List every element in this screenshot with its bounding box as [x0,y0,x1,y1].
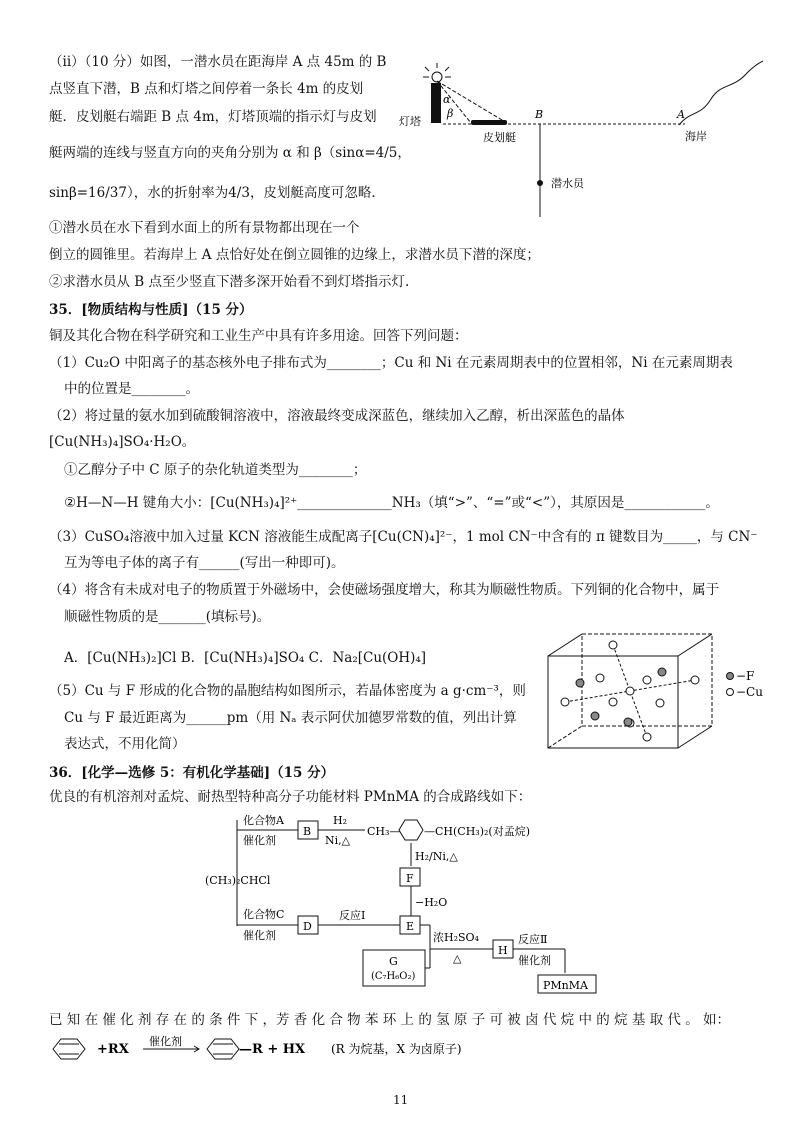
alkylation-equation [49,1036,569,1062]
coastline [679,61,763,125]
point-a-label: A [677,108,685,121]
kayak-label: 皮划艇 [483,131,516,144]
q35-s2-sub-2: ②H—N—H 键角大小：[Cu(NH₃)₄]²⁺______________NH₃（填“>”、“=”或“<”），其原因是____________。 [64,495,719,511]
p-ii-line-7: 倒立的圆锥里。若海岸上 A 点恰好处在倒立圆锥的边缘上，求潜水员下潜的深度； [49,247,540,263]
scheme-b: B [303,825,312,838]
p-ii-line-4: 艇两端的连线与竖直方向的夹角分别为 α 和 β（sinα=4/5， [49,145,411,161]
scheme-cat-3: 催化剂 [518,954,551,967]
scheme-heat: △ [453,952,462,965]
scheme-reagent-a: 化合物A [243,814,284,827]
q35-s2-line-2: [Cu(NH₃)₄]SO₄·H₂O。 [49,434,196,450]
lighthouse-tower [431,83,441,123]
eq-note: (R 为烷基，X 为卤原子) [331,1042,462,1056]
q36-intro: 优良的有机溶剂对孟烷、耐热型特种高分子功能材料 PMnMA 的合成路线如下： [49,789,532,805]
page-number: 11 [393,1093,409,1107]
eq-rx: +RX [97,1042,129,1057]
scheme-h: H [498,944,508,957]
coast-label: 海岸 [685,130,707,143]
diver-point [537,180,543,186]
q35-s1-line-2: 中的位置是________。 [64,381,199,397]
q35-s5-line-3: 表达式，不用化简） [64,736,186,752]
lighthouse-label: 灯塔 [399,115,421,128]
p-ii-line-8: ②求潜水员从 B 点至少竖直下潜多深开始看不到灯塔指示灯. [49,274,410,290]
q35-s1-line-1: （1）Cu₂O 中阳离子的基态核外电子排布式为________；Cu 和 Ni 在元素周期表中的位置相邻，Ni 在元素周期表 [49,355,733,371]
benzene-ring-icon [399,820,423,840]
eq-r: —R + HX [239,1042,306,1057]
scheme-h2so4: 浓H₂SO₄ [433,931,479,944]
p-ii-line-1: （ii）（10 分）如图，一潜水员在距海岸 A 点 45m 的 B [49,54,387,70]
q36-note: 已 知 在 催 化 剂 存 在 的 条 件 下 ，芳 香 化 合 物 苯 环 上 的 氢 原 子 可 被 卤 代 烷 中 的 烷 基 取 代 。 如： [49,1012,730,1028]
crystal-cell-figure [540,628,763,758]
p-ii-line-3: 艇．皮划艇右端距 B 点 4m，灯塔顶端的指示灯与皮划 [49,109,377,125]
scheme-e: E [406,920,415,933]
scheme-g: G [389,955,398,968]
scheme-ni: Ni,△ [325,834,351,847]
q35-intro: 铜及其化合物在科学研究和工业生产中具有许多用途。回答下列问题： [49,328,468,344]
synthesis-scheme [195,808,615,1000]
q35-s4-line-1: （4）将含有未成对电子的物质置于外磁场中，会使磁场强度增大，称其为顺磁性物质。下列铜的化合物中，属于 [49,582,720,598]
q35-s4-options: A．[Cu(NH₃)₂]Cl B．[Cu(NH₃)₄]SO₄ C．Na₂[Cu(OH)₄] [64,650,427,666]
scheme-h2ni: H₂/Ni,△ [415,850,458,863]
scheme-f: F [406,872,414,885]
q35-s5-line-2: Cu 与 F 最近距离为______pm（用 Nₐ 表示阿伏加德罗常数的值，列出计算 [64,710,517,726]
beta-label: β [447,107,454,120]
q35-s4-line-2: 顺磁性物质的是_______(填标号)。 [64,609,271,625]
scheme-cat-2: 催化剂 [243,929,276,942]
scheme-react-1: 反应Ⅰ [339,909,366,922]
scheme-pmnma: PMnMA [543,979,588,992]
benzene-ring-icon [207,1039,239,1059]
scheme-product-1: —CH(CH₃)₂(对孟烷) [424,825,531,838]
q35-s2-line-1: （2）将过量的氨水加到硫酸铜溶液中，溶液最终变成深蓝色，继续加入乙醇，析出深蓝色的晶体 [49,408,625,424]
legend-f: −F [736,669,755,683]
scheme-h2: H₂ [333,814,348,827]
p-ii-line-2: 点竖直下潜，B 点和灯塔之间停着一条长 4m 的皮划 [49,81,364,97]
scheme-ch3: CH₃— [367,825,401,838]
p-ii-line-6: ①潜水员在水下看到水面上的所有景物都出现在一个 [49,220,360,236]
q36-title: 36．[化学—选修 5：有机化学基础]（15 分） [49,765,335,781]
scheme-reagent-c: 化合物C [243,908,285,921]
eq-catalyst: 催化剂 [149,1035,182,1048]
legend-cu: −Cu [736,685,763,699]
scheme-cat-1: 催化剂 [243,834,276,847]
q35-s3-line-1: （3）CuSO₄溶液中加入过量 KCN 溶液能生成配离子[Cu(CN)₄]²⁻，1 mol CN⁻中含有的 π 键数目为_____，与 CN⁻ [49,529,758,545]
diver-label: 潜水员 [551,177,584,190]
scheme-minus-h2o: −H₂O [415,896,448,909]
scheme-g-formula: (C₇H₆O₂) [371,971,416,982]
p-ii-line-5: sinβ=16/37），水的折射率为4/3，皮划艇高度可忽略． [49,185,385,201]
scheme-start: (CH₃)₂CHCl [205,874,271,887]
scheme-react-2: 反应Ⅱ [518,933,548,946]
benzene-ring-icon [53,1039,85,1059]
q35-title: 35．[物质结构与性质]（15 分） [49,302,253,318]
alpha-label: α [443,93,451,106]
point-b-label: B [535,108,544,121]
scheme-d: D [303,920,312,933]
q35-s5-line-1: （5）Cu 与 F 形成的化合物的晶胞结构如图所示，若晶体密度为 a g·cm⁻³，则 [49,683,526,699]
lamp-icon [423,63,451,82]
lighthouse-figure [395,55,775,225]
q35-s2-sub-1: ①乙醇分子中 C 原子的杂化轨道类型为________； [64,462,367,478]
f-atoms [576,668,666,726]
q35-s3-line-2: 互为等电子体的离子有______(写出一种即可)。 [64,555,345,571]
kayak-shape [471,120,507,125]
